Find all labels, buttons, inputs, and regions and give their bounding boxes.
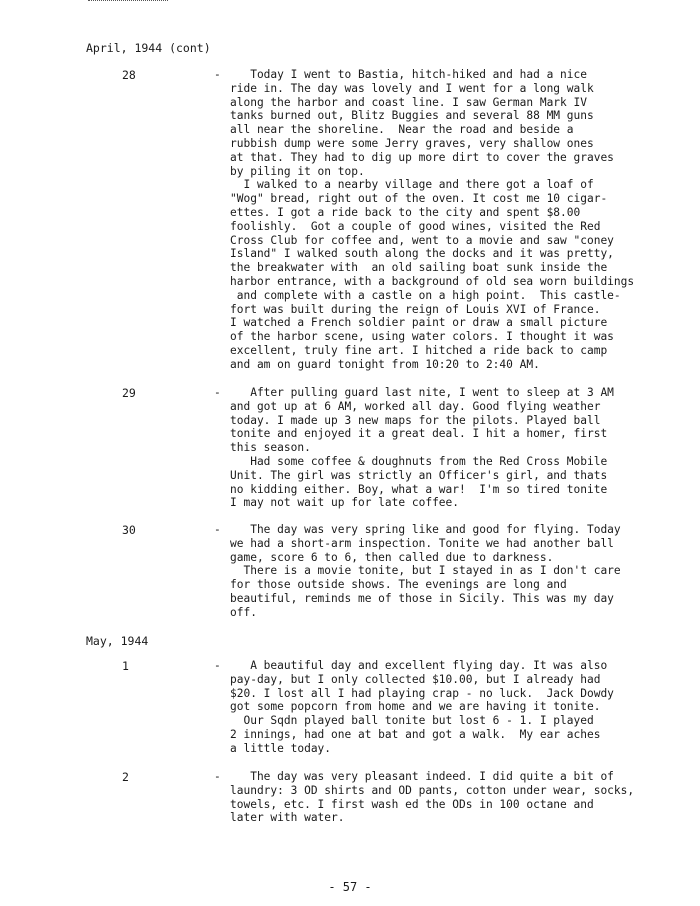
entry-line: 2 innings, had one at bat and got a walk. My ear aches xyxy=(230,727,601,741)
top-edge-rule xyxy=(88,0,168,3)
entry-day-number: 28 xyxy=(122,68,136,82)
entry-dash: - xyxy=(214,770,221,783)
entry-line: and got up at 6 AM, worked all day. Good flying weather xyxy=(230,399,601,413)
entry-line: ride in. The day was lovely and I went for a long walk xyxy=(230,81,594,95)
entry-line: I walked to a nearby village and there got a loaf of xyxy=(230,178,594,192)
entry-line: of the harbor scene, using water colors. I thought it was xyxy=(230,330,614,344)
entry-line: the breakwater with an old sailing boat sunk inside the xyxy=(230,261,608,275)
entry-line: harbor entrance, with a background of old sea worn buildings xyxy=(230,274,635,288)
entry-line: towels, etc. I first wash ed the ODs in 100 octane and xyxy=(230,797,594,811)
entry-line: $20. I lost all I had playing crap - no luck. Jack Dowdy xyxy=(230,686,614,700)
entry-line: Cross Club for coffee and, went to a movie and saw "coney xyxy=(230,233,614,247)
entry-line: no kidding either. Boy, what a war! I'm so tired tonite xyxy=(230,482,608,496)
entry-line: Island" I walked south along the docks and it was pretty, xyxy=(230,247,614,261)
entry-line: for those outside shows. The evenings are long and xyxy=(230,578,567,592)
entry-text xyxy=(230,68,660,372)
entry-line: The day was very spring like and good for flying. Today xyxy=(230,523,621,536)
month-heading-may: May, 1944 xyxy=(86,634,149,648)
entry-line: off. xyxy=(230,605,257,619)
entry-line: There is a movie tonite, but I stayed in as I don't care xyxy=(230,564,621,578)
entry-line: After pulling guard last nite, I went to sleep at 3 AM xyxy=(230,386,614,399)
entry-line: this season. xyxy=(230,441,311,455)
entry-line: "Wog" bread, right out of the oven. It cost me 10 cigar- xyxy=(230,192,608,206)
entry-dash: - xyxy=(214,523,221,536)
entry-line: Had some coffee & doughnuts from the Red Cross Mobile xyxy=(230,454,608,468)
month-heading-april: April, 1944 (cont) xyxy=(86,41,211,55)
entry-line: fort was built during the reign of Louis XVI of France. xyxy=(230,302,601,316)
entry-line: and am on guard tonight from 10:20 to 2:40 AM. xyxy=(230,357,540,371)
entry-line: ettes. I got a ride back to the city and spent $8.00 xyxy=(230,205,581,219)
entry-line: beautiful, reminds me of those in Sicily. This was my day xyxy=(230,591,614,605)
entry-line: we had a short-arm inspection. Tonite we had another ball xyxy=(230,536,614,550)
entry-text xyxy=(230,386,660,510)
entry-dash: - xyxy=(214,386,221,399)
entry-line: A beautiful day and excellent flying day. It was also xyxy=(230,659,608,672)
entry-line: tonite and enjoyed it a great deal. I hit a homer, first xyxy=(230,427,608,441)
entry-day-number: 2 xyxy=(122,770,129,784)
entry-line: The day was very pleasant indeed. I did quite a bit of xyxy=(230,770,614,783)
entry-dash: - xyxy=(214,68,221,81)
entry-line: excellent, truly fine art. I hitched a ride back to camp xyxy=(230,343,608,357)
entry-line: I may not wait up for late coffee. xyxy=(230,496,460,510)
entry-line: I watched a French soldier paint or draw a small picture xyxy=(230,316,608,330)
entry-line: Our Sqdn played ball tonite but lost 6 - 1. I played xyxy=(230,714,594,728)
entry-line: got some popcorn from home and we are having it tonite. xyxy=(230,700,601,714)
entry-line: Today I went to Bastia, hitch-hiked and had a nice xyxy=(230,68,587,81)
entry-line: game, score 6 to 6, then called due to darkness. xyxy=(230,550,554,564)
entry-text xyxy=(230,770,660,825)
entry-line: all near the shoreline. Near the road and beside a xyxy=(230,123,574,137)
entry-day-number: 1 xyxy=(122,659,129,673)
entry-line: tanks burned out, Blitz Buggies and several 88 MM guns xyxy=(230,109,594,123)
entry-line: a little today. xyxy=(230,741,332,755)
entry-line: rubbish dump were some Jerry graves, very shallow ones xyxy=(230,136,594,150)
entry-line: Unit. The girl was strictly an Officer's girl, and thats xyxy=(230,468,608,482)
entry-line: along the harbor and coast line. I saw German Mark IV xyxy=(230,95,587,109)
entry-day-number: 29 xyxy=(122,386,136,400)
entry-line: today. I made up 3 new maps for the pilots. Played ball xyxy=(230,413,601,427)
entry-text xyxy=(230,523,660,620)
page-number: - 57 - xyxy=(328,880,372,894)
entry-line: and complete with a castle on a high point. This castle- xyxy=(230,288,621,302)
entry-line: later with water. xyxy=(230,811,345,825)
entry-day-number: 30 xyxy=(122,523,136,537)
entry-line: at that. They had to dig up more dirt to cover the graves xyxy=(230,150,614,164)
entry-line: foolishly. Got a couple of good wines, visited the Red xyxy=(230,219,601,233)
entry-line: by piling it on top. xyxy=(230,164,365,178)
entry-dash: - xyxy=(214,659,221,672)
entry-line: laundry: 3 OD shirts and OD pants, cotton under wear, socks, xyxy=(230,783,635,797)
entry-line: pay-day, but I only collected $10.00, but I already had xyxy=(230,672,601,686)
entry-text xyxy=(230,659,660,756)
